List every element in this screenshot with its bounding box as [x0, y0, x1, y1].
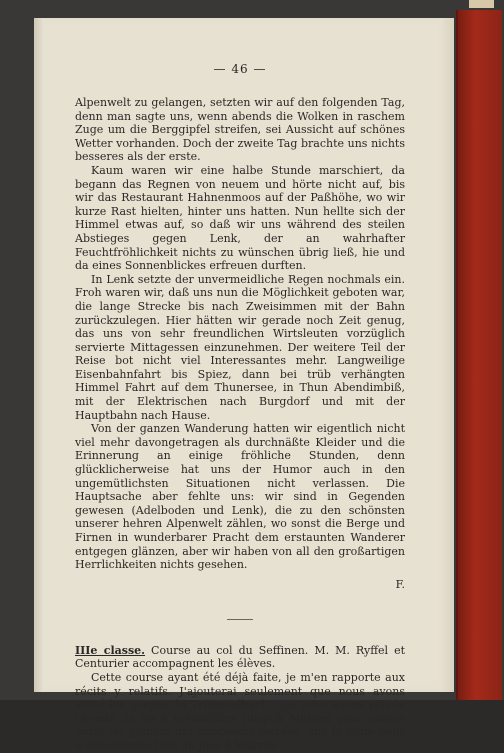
class-label: IIIe classe.	[75, 643, 146, 657]
paragraph: Alpenwelt zu gelangen, setzten wir auf den folgenden Tag, denn man sagte uns, wenn abends die Wolken in raschem Zuge um die Berggipfel streifen, sei Aussicht auf schönes Wetter vorhanden. Doch der zweite Tag brachte uns nichts besseres als der erste.	[75, 96, 405, 164]
section-paragraph: Cette course ayant été déjà faite, je m'en rapporte aux récits y relatifs. J'ajouterai seulement que nous avons visité les gorges du Trümmelbach, que nous avons pris le chemin de fer à crémaillère jusqu'à Mürren pour passer entre les gouttes qui tombaient serrées, que la pluie nous a immobilisés tout un jour à Mürren	[75, 670, 405, 752]
paragraph: Kaum waren wir eine halbe Stunde marschiert, da begann das Regnen von neuem und hörte nicht auf, bis wir das Restaurant Hahnenmoos auf der Paßhöhe, wo wir kurze Rast hielten, hinter uns hatten. Nun hellte sich der Himmel etwas auf, so daß wir uns während des steilen Abstieges gegen Lenk, der an wahrhafter Feuchtfröhlichkeit nichts zu wünschen übrig ließ, hie und da eines Sonnenblickes erfreuen durften.	[75, 163, 405, 273]
section-heading-text: Course au col du Seffinen. M. M. Ryffel et Centurier accompagnent les élèves.	[75, 643, 405, 671]
author-signature: F.	[395, 577, 405, 591]
color-calibration-bar	[469, 0, 494, 8]
section-heading	[75, 644, 405, 671]
page-number: — 46 —	[213, 62, 267, 76]
book-cover-edge	[456, 10, 502, 700]
page-gutter	[34, 18, 44, 692]
page-edge	[440, 18, 454, 692]
paragraph: In Lenk setzte der unvermeidliche Regen nochmals ein. Froh waren wir, daß uns nun die Möglichkeit geboten war, die lange Strecke bis nach Zweisimmen mit der Bahn zurückzulegen. Hier hätten wir gerade noch Zeit genug, das uns von sehr freundlichen Wirtsleuten vorzüglich servierte Mittagessen einzunehmen. Der weitere Teil der Reise bot nicht viel Interessantes mehr. Langweilige Eisenbahnfahrt bis Spiez, dann bei trüb verhängten Himmel Fahrt auf dem Thunersee, in Thun Abendimbiß, mit der Elektrischen nach Burgdorf und mit der Hauptbahn nach Hause.	[75, 272, 405, 422]
section-divider	[227, 619, 253, 620]
paragraph: Von der ganzen Wanderung hatten wir eigentlich nicht viel mehr davongetragen als durchnäßte Kleider und die Erinnerung an einige fröhliche Stunden, denn glücklicherweise hat uns der Humor auch in den ungemütlichsten Situationen nicht verlassen. Die Hauptsache aber fehlte uns: wir sind in Gegenden gewesen (Adelboden und Lenk), die zu den schönsten unserer hehren Alpenwelt zählen, wo sonst die Berge und Firnen in wunderbarer Pracht dem erstaunten Wanderer entgegen glänzen, aber wir haben von all den großartigen Herrlichkeiten nichts gesehen.	[75, 422, 405, 572]
page-text-block	[75, 62, 405, 753]
